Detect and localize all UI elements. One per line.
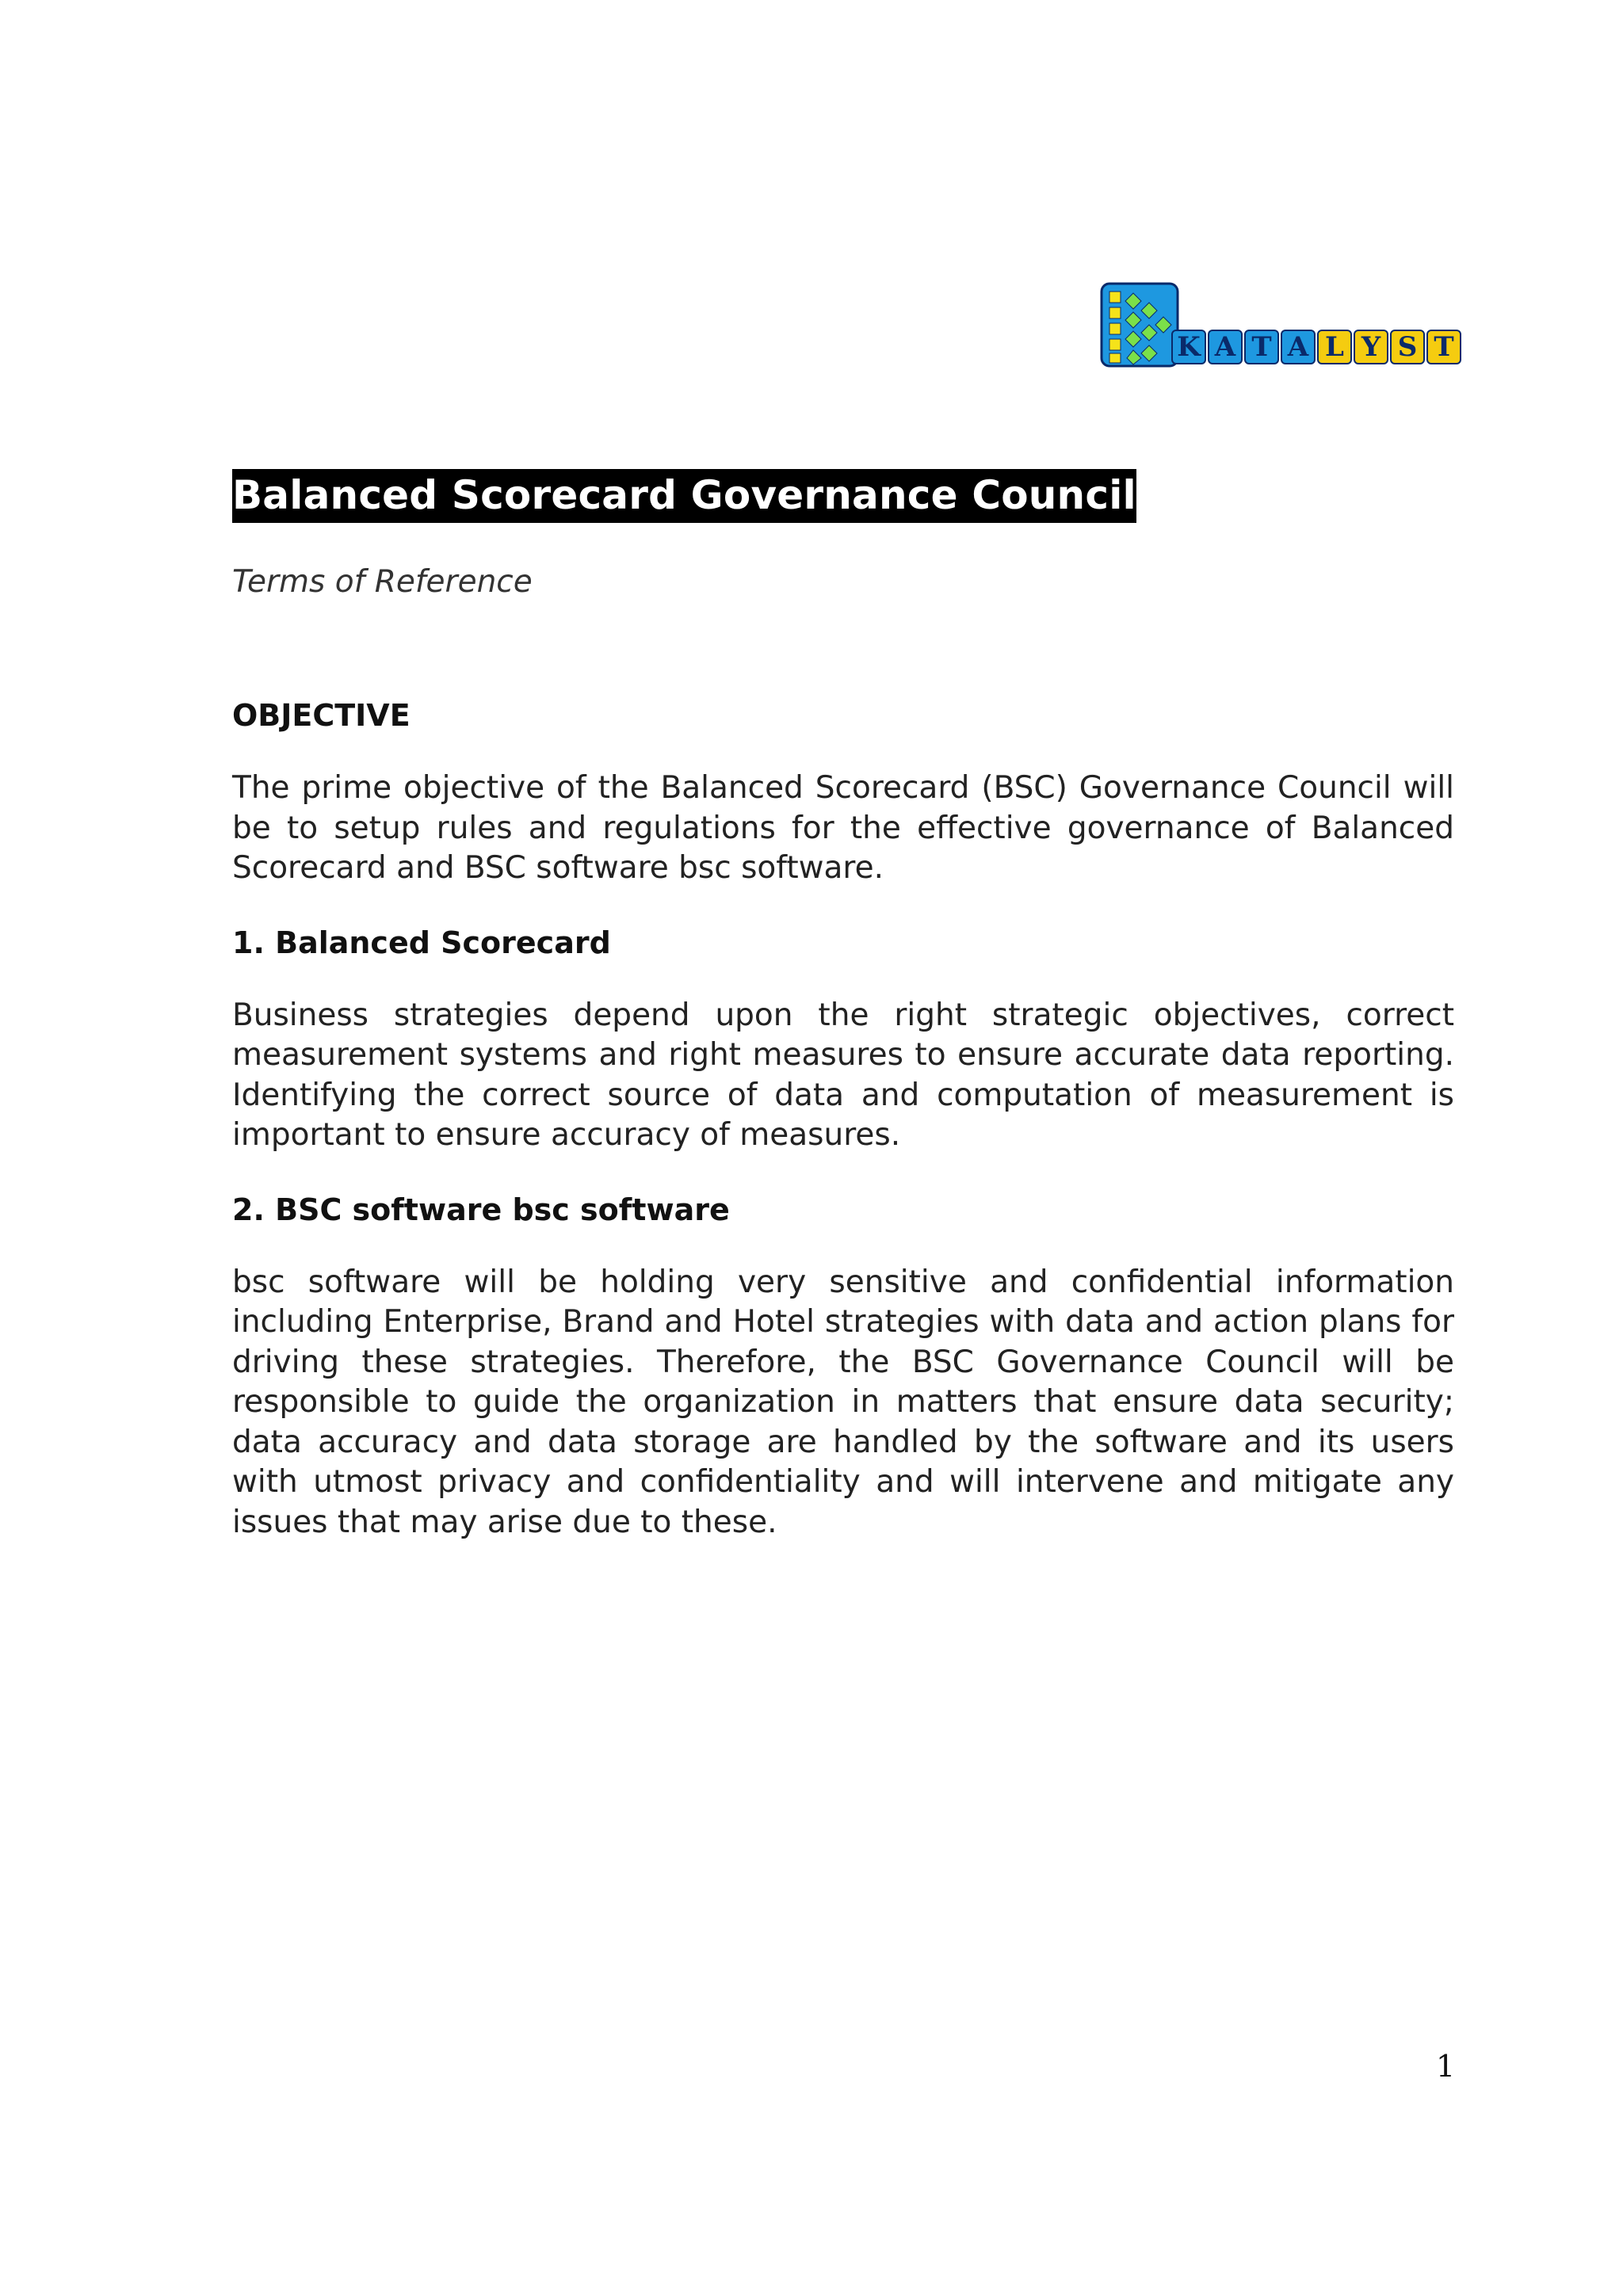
logo-letter: L	[1317, 330, 1352, 364]
objective-paragraph: The prime objective of the Balanced Scorecard (BSC) Governance Council will be to setup rules and regulations for the effective governance of Balanced Scorecard and BSC software bsc software.	[232, 770, 1454, 886]
katalyst-diamond-grid-icon	[1100, 282, 1182, 369]
logo-letter: A	[1208, 330, 1243, 364]
document-title: Balanced Scorecard Governance Council	[232, 469, 1136, 523]
logo-letter: Y	[1354, 330, 1388, 364]
section-heading-balanced-scorecard: 1. Balanced Scorecard	[232, 925, 611, 960]
document-subtitle: Terms of Reference	[232, 564, 533, 600]
logo-letter: K	[1171, 330, 1206, 364]
logo-letter: T	[1244, 330, 1279, 364]
logo-wordmark	[1171, 330, 1463, 364]
logo-letter: A	[1281, 330, 1316, 364]
document-body	[232, 469, 1454, 1543]
logo-letter: S	[1390, 330, 1425, 364]
katalyst-logo	[1100, 282, 1501, 369]
logo-letter: T	[1426, 330, 1461, 364]
page-number: 1	[1436, 2049, 1456, 2084]
section-heading-bsc-software: 2. BSC software bsc software	[232, 1192, 730, 1227]
section-paragraph-bsc-software: bsc software will be holding very sensitive and confidential information including Enterprise, Brand and Hotel strategies with data and action plans for driving these strategies. Therefore, the BSC Governance Council will be responsible to guide the organization in matters that ensure data security; data accuracy and data storage are handled by the software and its users with utmost privacy and confidentiality and will intervene and mitigate any issues that may arise due to these.	[232, 1264, 1454, 1540]
objective-heading: OBJECTIVE	[232, 698, 411, 733]
section-paragraph-balanced-scorecard: Business strategies depend upon the right strategic objectives, correct measurement systems and right measures to ensure accurate data reporting. Identifying the correct source of data and computation of measurement is important to ensure accuracy of measures.	[232, 997, 1454, 1153]
